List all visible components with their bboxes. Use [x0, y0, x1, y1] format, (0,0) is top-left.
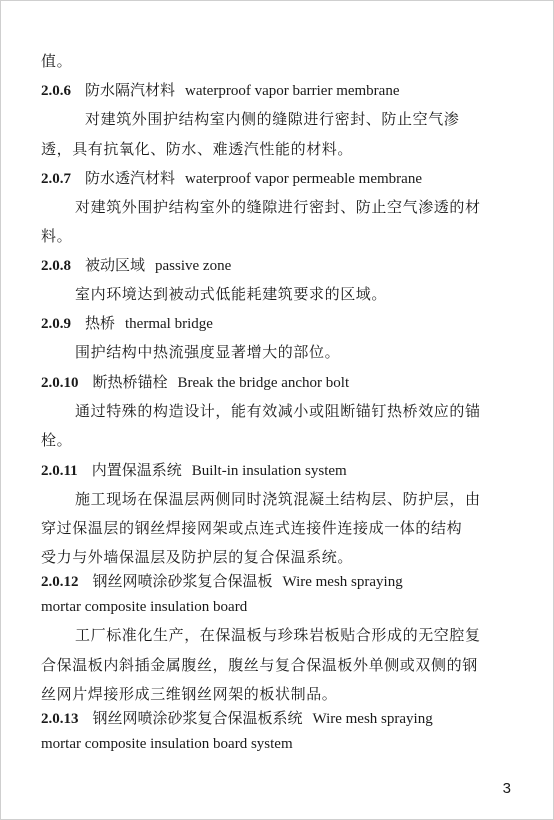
term-chinese: 防水隔汽材料 [85, 81, 176, 99]
term-heading-2-0-7 [41, 168, 422, 189]
term-english-continued: mortar composite insulation board system [41, 736, 293, 752]
text-line: 值。 [41, 52, 73, 70]
text-line: 围护结构中热流强度显著增大的部位。 [75, 343, 341, 361]
page-number: 3 [502, 780, 511, 797]
text-line: 工厂标准化生产，在保温板与珍珠岩板贴合形成的无空腔复 [75, 626, 481, 644]
term-english: waterproof vapor barrier membrane [185, 83, 400, 99]
text-line: 受力与外墙保温层及防护层的复合保温系统。 [41, 548, 354, 566]
term-chinese: 被动区域 [85, 256, 146, 274]
text-line: 丝网片焊接形成三维钢丝网架的板状制品。 [41, 685, 338, 703]
text-line: 穿过保温层的钢丝焊接网架或点连式连接件连接成一体的结构 [41, 519, 463, 537]
term-english: passive zone [155, 258, 232, 274]
term-english: Wire mesh spraying [312, 711, 433, 727]
term-chinese: 钢丝网喷涂砂浆复合保温板系统 [92, 709, 303, 727]
term-number: 2.0.8 [41, 258, 71, 274]
text-line: 对建筑外围护结构室外的缝隙进行密封、防止空气渗透的材 [75, 198, 481, 216]
text-line: 合保温板内斜插金属腹丝，腹丝与复合保温板外单侧或双侧的钢 [41, 656, 478, 674]
term-number: 2.0.7 [41, 171, 71, 187]
text-line: 料。 [41, 227, 73, 245]
term-chinese: 防水透汽材料 [85, 169, 176, 187]
text-line: 栓。 [41, 431, 73, 449]
term-heading-2-0-11 [41, 460, 347, 481]
text-line: 通过特殊的构造设计，能有效减小或阻断锚钉热桥效应的锚 [75, 402, 481, 420]
term-chinese: 热桥 [85, 314, 116, 332]
term-heading-2-0-9 [41, 313, 213, 334]
term-heading-2-0-13 [41, 708, 433, 729]
text-line: 对建筑外围护结构室内侧的缝隙进行密封、防止空气渗 [85, 110, 460, 128]
term-heading-2-0-10 [41, 372, 349, 393]
term-heading-2-0-12 [41, 571, 403, 592]
text-line: 室内环境达到被动式低能耗建筑要求的区域。 [75, 285, 388, 303]
term-english: Break the bridge anchor bolt [177, 375, 350, 391]
term-english: Built-in insulation system [191, 463, 347, 479]
term-english: thermal bridge [125, 316, 213, 332]
term-number: 2.0.13 [41, 711, 79, 727]
term-number: 2.0.12 [41, 574, 79, 590]
term-number: 2.0.9 [41, 316, 71, 332]
term-number: 2.0.6 [41, 83, 71, 99]
term-english-continued: mortar composite insulation board [41, 599, 248, 615]
term-number: 2.0.10 [41, 375, 79, 391]
term-chinese: 钢丝网喷涂砂浆复合保温板 [92, 572, 273, 590]
term-chinese: 断热桥锚栓 [92, 373, 168, 391]
text-line: 施工现场在保温层两侧同时浇筑混凝土结构层、防护层，由 [75, 490, 481, 508]
term-english: waterproof vapor permeable membrane [185, 171, 422, 187]
term-number: 2.0.11 [41, 463, 78, 479]
term-chinese: 内置保温系统 [91, 461, 182, 479]
term-heading-2-0-8 [41, 255, 231, 276]
term-heading-2-0-6 [41, 80, 400, 101]
term-english: Wire mesh spraying [282, 574, 403, 590]
text-line: 透，具有抗氧化、防水、难透汽性能的材料。 [41, 140, 354, 158]
